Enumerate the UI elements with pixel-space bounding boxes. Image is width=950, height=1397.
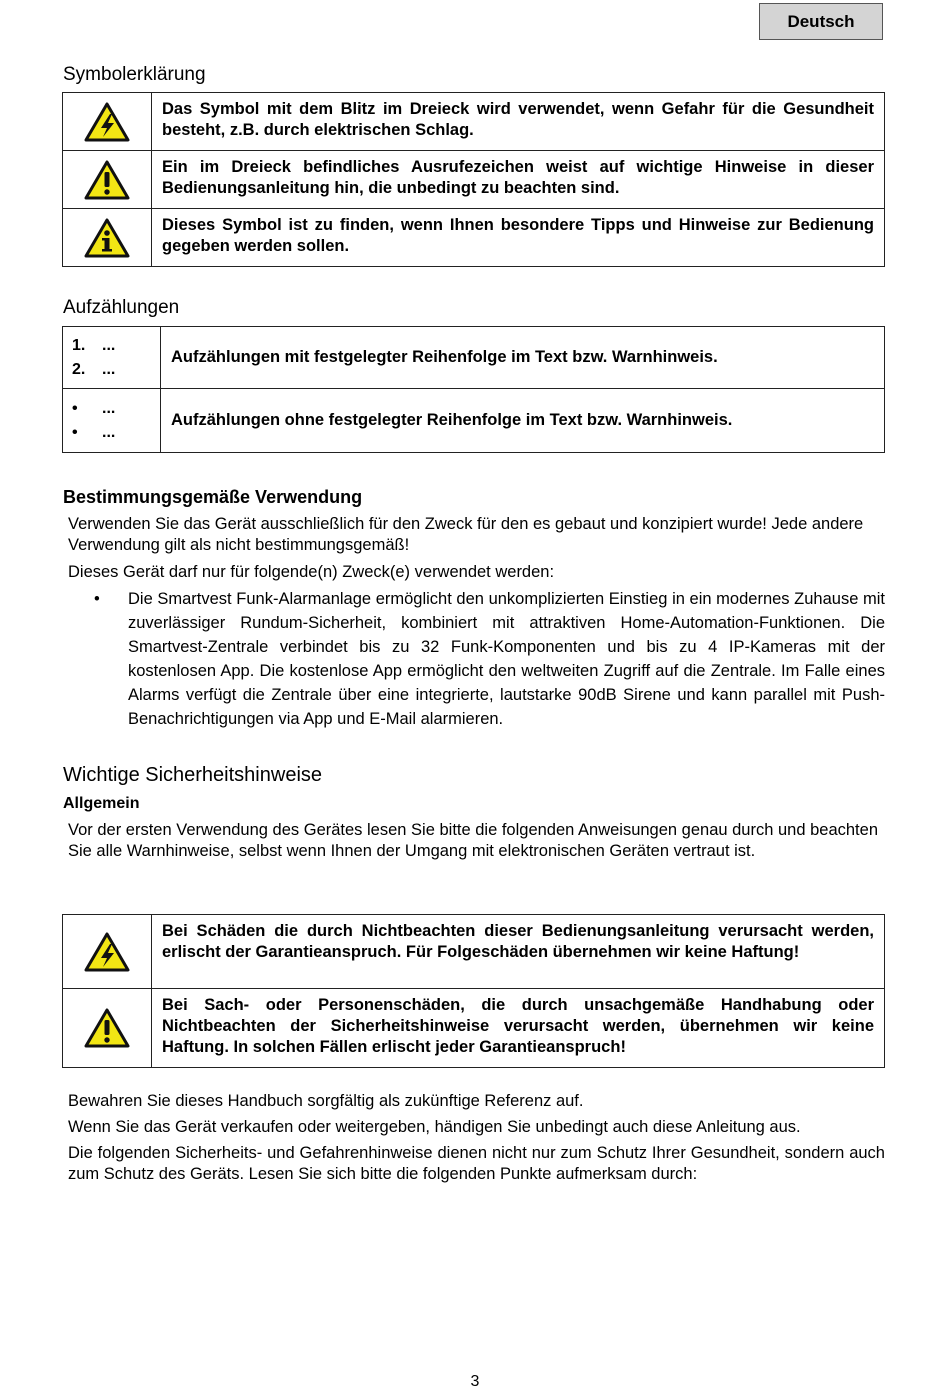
intended-use-heading: Bestimmungsgemäße Verwendung: [63, 487, 363, 507]
lists-table: [62, 326, 885, 453]
warning-icon-cell: [63, 915, 152, 989]
safety-subheading: Allgemein: [63, 795, 140, 812]
warnings-table: [62, 914, 885, 1068]
warning-row: [63, 915, 885, 989]
language-tab: Deutsch: [759, 3, 883, 40]
lightning-warning-icon: [83, 931, 131, 973]
unordered-list-description: Aufzählungen ohne festgelegter Reihenfolge im Text bzw. Warnhinweis.: [161, 389, 885, 453]
lightning-warning-icon: [83, 101, 131, 143]
list-ellipsis: ...: [102, 423, 116, 441]
warning-text: Bei Schäden die durch Nichtbeachten dieser Bedienungsanleitung verursacht werden, erlischt der Garantieanspruch. Für Folgeschäden übernehmen wir keine Haftung!: [152, 915, 885, 989]
symbol-icon-cell: [63, 151, 152, 209]
intended-use-purpose: Dieses Gerät darf nur für folgende(n) Zweck(e) verwendet werden:: [68, 563, 555, 581]
bullet-marker: •: [72, 423, 78, 441]
intended-use-bullet-text: Die Smartvest Funk-Alarmanlage ermöglicht den unkomplizierten Einstieg in ein modernes Zuhause mit zuverlässiger Rundum-Sicherheit, kombiniert mit attraktiven Home-Automation-Funktionen. Die Smartvest-Zentrale verbindet bis zu 32 Funk-Komponenten und bis zu 4 IP-Kameras mit der kostenlosen App. Die kostenlose App ermöglicht den weltweiten Zugriff auf die Zentrale. Im Falle eines Alarms verfügt die Zentrale über eine integrierte, lautstarke 90dB Sirene und kann parallel mit Push-Benachrichtigungen via App und E-Mail alarmieren.: [128, 590, 885, 728]
symbol-description: Ein im Dreieck befindliches Ausrufezeichen weist auf wichtige Hinweise in dieser Bedienungsanleitung hin, die unbedingt zu beachten sind.: [152, 151, 885, 209]
symbol-row: [63, 93, 885, 151]
safety-intro: Vor der ersten Verwendung des Gerätes lesen Sie bitte die folgenden Anweisungen genau durch und beachten Sie alle Warnhinweise, selbst wenn Ihnen der Umgang mit elektronischen Geräten vertraut ist.: [68, 821, 878, 860]
exclamation-warning-icon: [83, 159, 131, 201]
intended-use-paragraph: Verwenden Sie das Gerät ausschließlich für den Zweck für den es gebaut und konzipiert wurde! Jede andere Verwendung gilt als nicht bestimmungsgemäß!: [68, 515, 864, 554]
list-marker: 1.: [72, 336, 86, 354]
safety-paragraph: Bewahren Sie dieses Handbuch sorgfältig als zukünftige Referenz auf.: [68, 1092, 584, 1110]
symbol-description: Das Symbol mit dem Blitz im Dreieck wird verwendet, wenn Gefahr für die Gesundheit besteht, z.B. durch elektrischen Schlag.: [152, 93, 885, 151]
unordered-markers: [63, 389, 161, 453]
symbol-row: [63, 209, 885, 267]
safety-heading: Wichtige Sicherheitshinweise: [63, 764, 323, 786]
symbols-heading: Symbolerklärung: [63, 64, 206, 85]
page-number: 3: [470, 1373, 480, 1390]
warning-icon-cell: [63, 989, 152, 1068]
symbol-description: Dieses Symbol ist zu finden, wenn Ihnen besondere Tipps und Hinweise zur Bedienung gegeben werden sollen.: [152, 209, 885, 267]
warning-text: Bei Sach- oder Personenschäden, die durch unsachgemäße Handhabung oder Nichtbeachten der Sicherheitshinweise verursacht werden, übernehmen wir keine Haftung. In solchen Fällen erlischt jeder Garantieanspruch!: [152, 989, 885, 1068]
lists-heading: Aufzählungen: [63, 297, 180, 318]
symbol-icon-cell: [63, 209, 152, 267]
unordered-list-row: [63, 389, 885, 453]
bullet-marker: •: [72, 399, 78, 417]
list-ellipsis: ...: [102, 360, 116, 378]
list-ellipsis: ...: [102, 399, 116, 417]
info-warning-icon: [83, 217, 131, 259]
list-ellipsis: ...: [102, 336, 116, 354]
ordered-list-description: Aufzählungen mit festgelegter Reihenfolge im Text bzw. Warnhinweis.: [161, 327, 885, 389]
safety-paragraph: Wenn Sie das Gerät verkaufen oder weitergeben, händigen Sie unbedingt auch diese Anleitung aus.: [68, 1118, 801, 1136]
symbol-icon-cell: [63, 93, 152, 151]
ordered-list-row: [63, 327, 885, 389]
bullet-marker: •: [94, 590, 100, 608]
safety-paragraph: Die folgenden Sicherheits- und Gefahrenhinweise dienen nicht nur zum Schutz Ihrer Gesundheit, sondern auch zum Schutz des Geräts. Lesen Sie sich bitte die folgenden Punkte aufmerksam durch:: [68, 1144, 885, 1183]
ordered-markers: [63, 327, 161, 389]
symbol-row: [63, 151, 885, 209]
warning-row: [63, 989, 885, 1068]
symbols-table: [62, 92, 885, 267]
list-marker: 2.: [72, 360, 86, 378]
exclamation-warning-icon: [83, 1007, 131, 1049]
